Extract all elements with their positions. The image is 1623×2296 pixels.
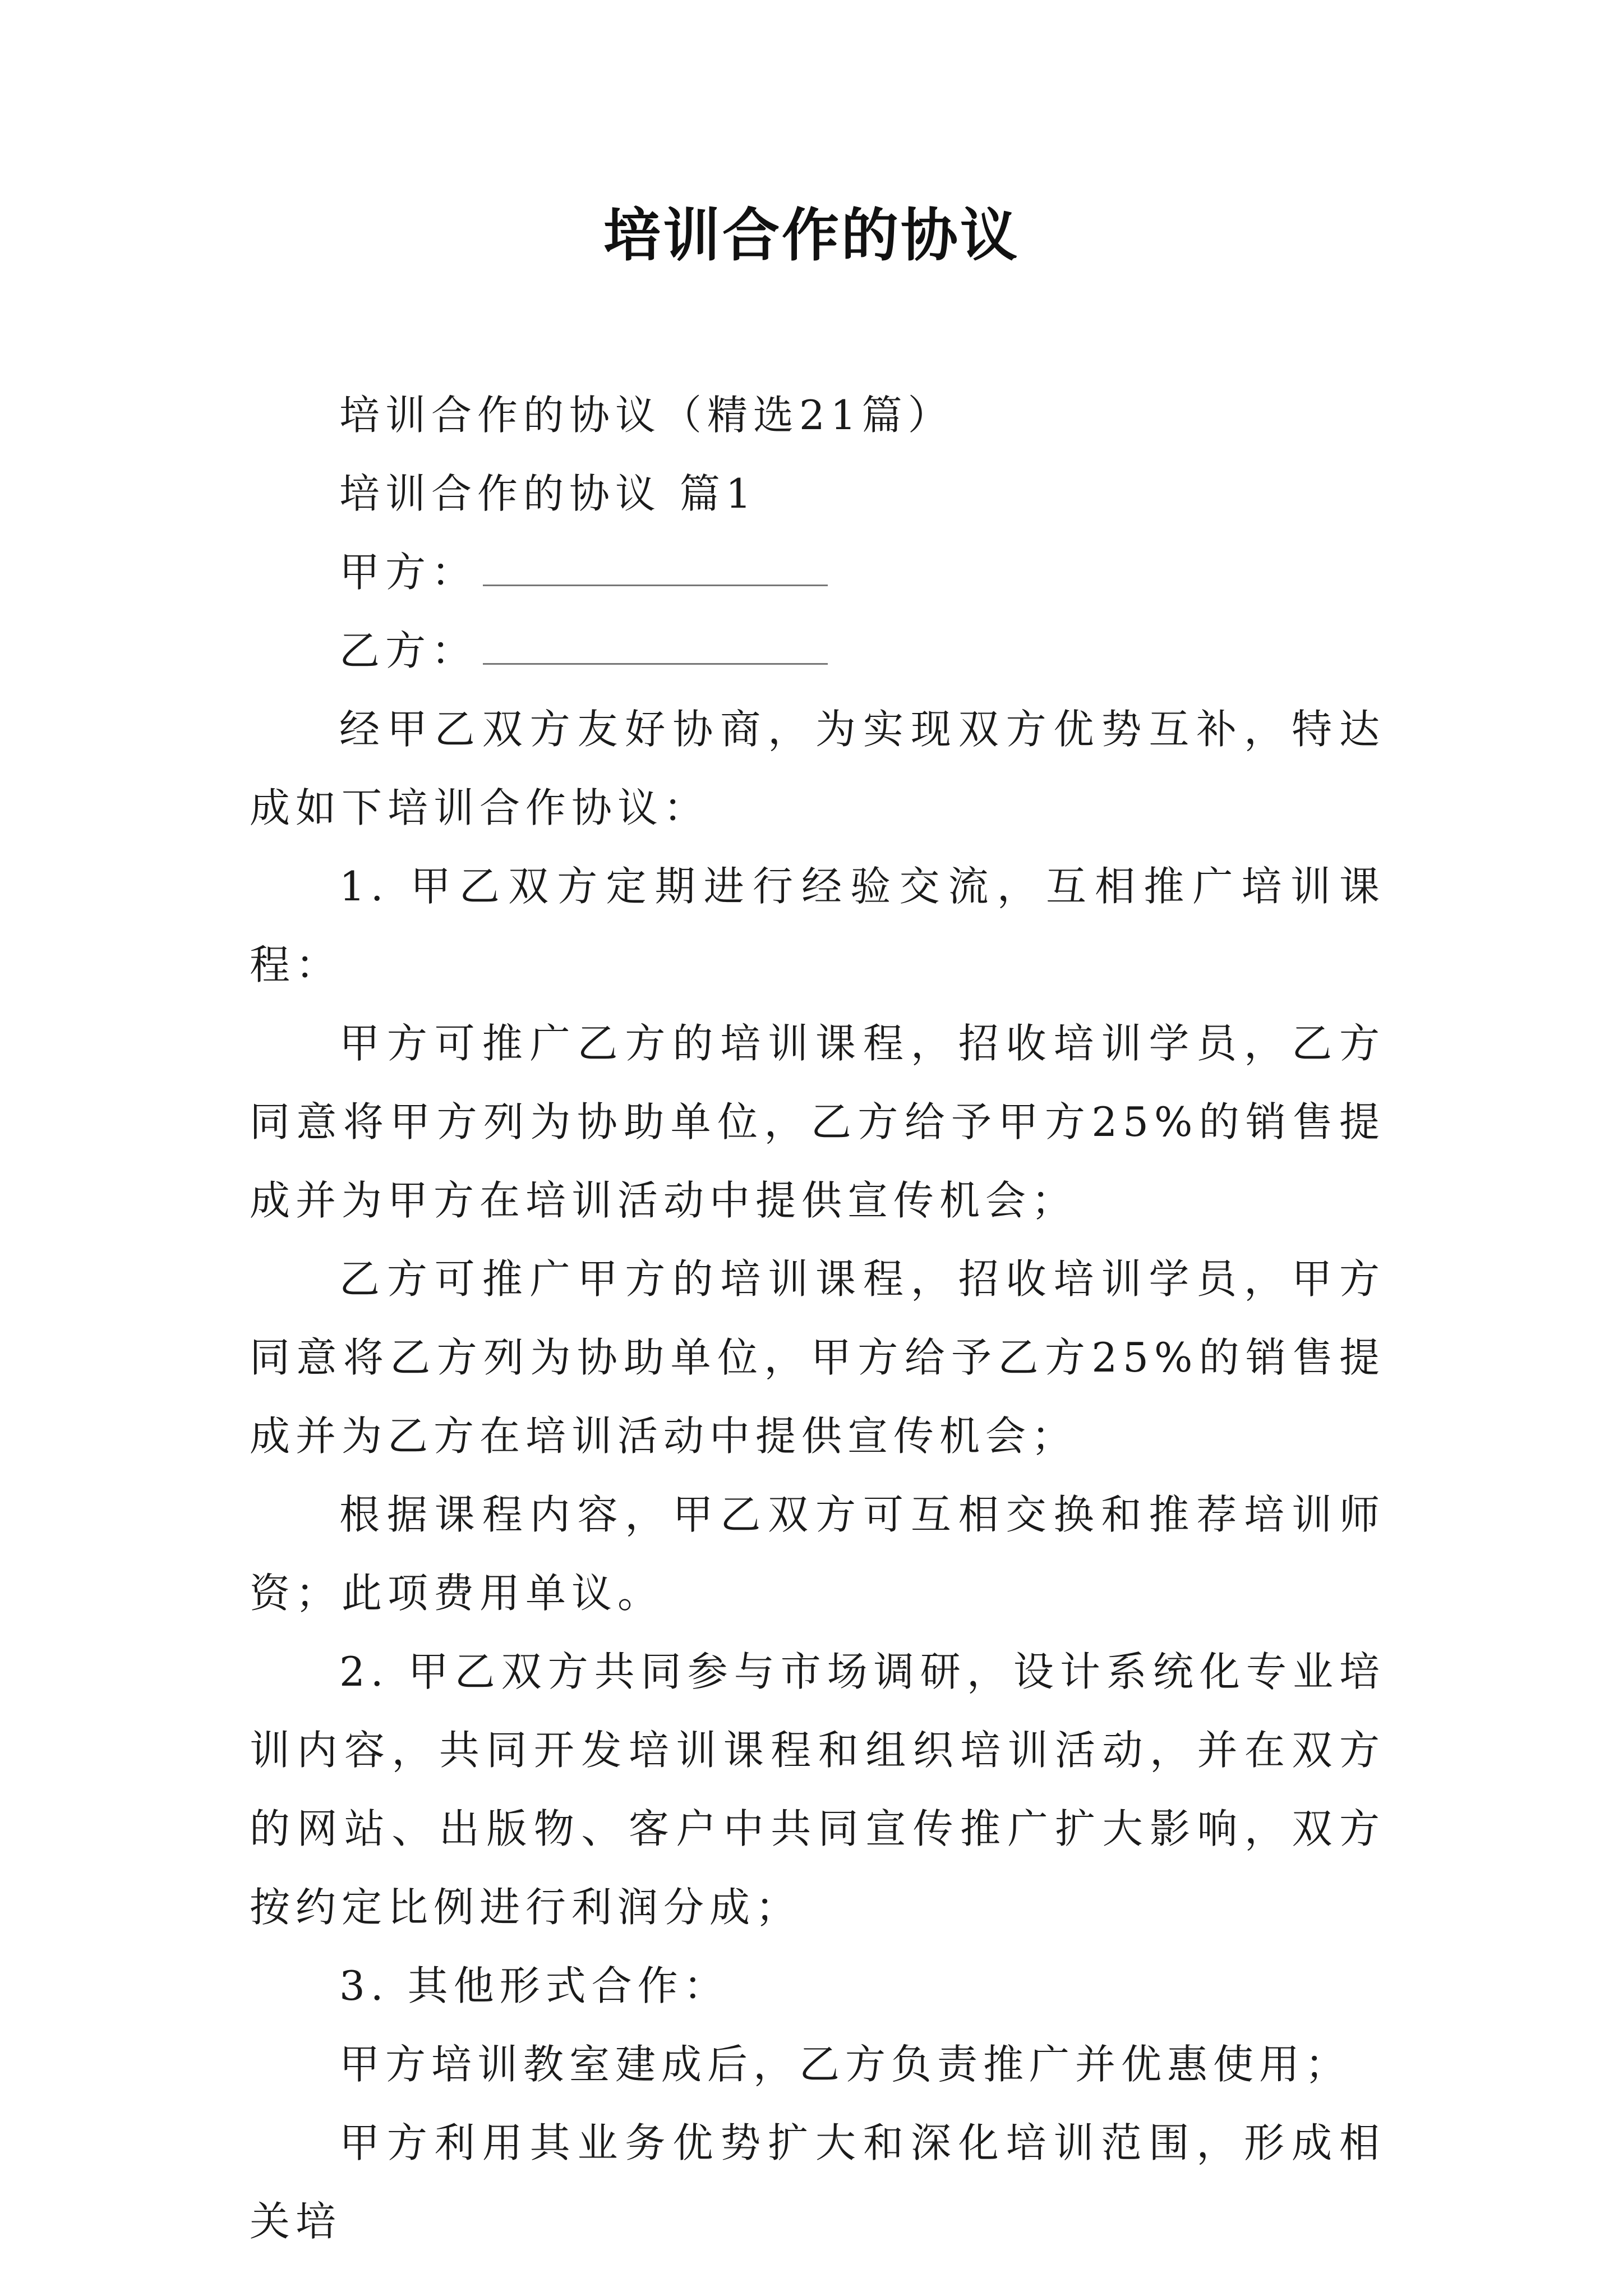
party-b-label: 乙方：: [339, 627, 478, 674]
paragraph-intro: 经甲乙双方友好协商，为实现双方优势互补，特达成如下培训合作协议：: [250, 706, 1385, 831]
paragraph-clause-1b: 乙方可推广甲方的培训课程，招收培训学员，甲方同意将乙方列为协助单位，甲方给予乙方25%的销售提成并为乙方在培训活动中提供宣传机会；: [250, 1255, 1385, 1460]
party-b-blank: [483, 629, 828, 665]
paragraph-clause-3b: 甲方利用其业务优势扩大和深化培训范围，形成相关培: [250, 2119, 1385, 2245]
paragraph-clause-2: 2. 甲乙双方共同参与市场调研，设计系统化专业培训内容，共同开发培训课程和组织培训活动，并在双方的网站、出版物、客户中共同宣传推广扩大影响，双方按约定比例进行利润分成；: [250, 1648, 1385, 1931]
party-b-line: [250, 611, 1385, 690]
party-a-label: 甲方：: [339, 549, 478, 596]
paragraph-section-heading: 培训合作的协议 篇1: [339, 470, 757, 517]
paragraph-clause-3: 3. 其他形式合作：: [339, 1962, 730, 2009]
document-body: [250, 376, 1385, 2261]
paragraph-clause-1: 1. 甲乙双方定期进行经验交流，互相推广培训课程：: [250, 863, 1385, 988]
paragraph-clause-1a: 甲方可推广乙方的培训课程，招收培训学员，乙方同意将甲方列为协助单位，乙方给予甲方25%的销售提成并为甲方在培训活动中提供宣传机会；: [250, 1020, 1385, 1224]
party-a-line: [250, 533, 1385, 611]
party-a-blank: [483, 551, 828, 586]
paragraph-collection-title: 培训合作的协议（精选21篇）: [339, 392, 954, 439]
paragraph-clause-3a: 甲方培训教室建成后，乙方负责推广并优惠使用；: [339, 2041, 1352, 2088]
document-title: 培训合作的协议: [603, 202, 1020, 269]
paragraph-clause-1c: 根据课程内容，甲乙双方可互相交换和推荐培训师资；此项费用单议。: [250, 1491, 1385, 1617]
